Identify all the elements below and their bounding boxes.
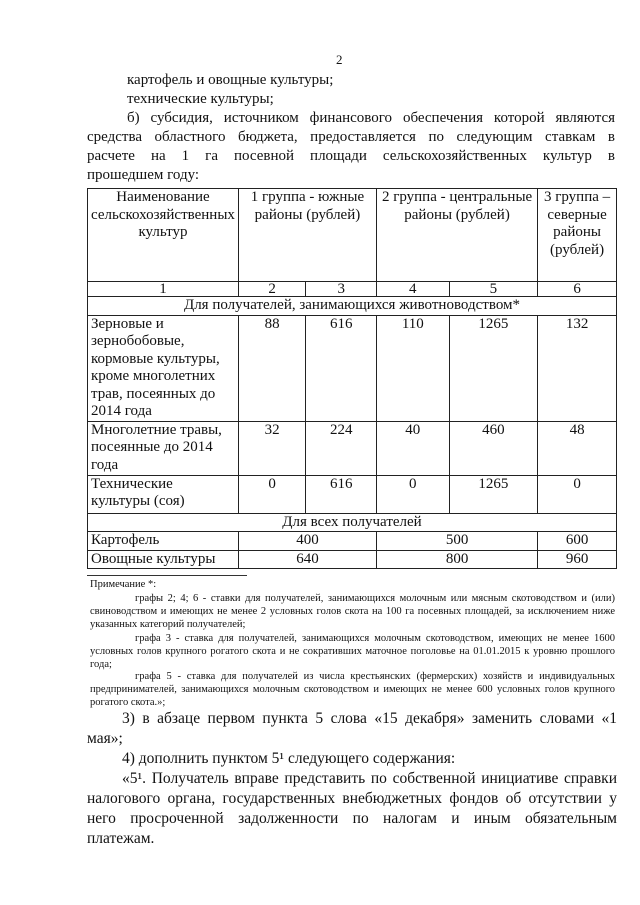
note-item: графа 3 - ставка для получателей, занимающихся молочным скотоводством, имеющих не менее 1600 условных голов крупного рогатого скота и не сокративших маточное поголовье на 01.01.2015 к уровню прошлого года; [90,633,615,670]
col-number: 3 [306,282,377,297]
col-number: 6 [538,282,617,297]
section-all: Для всех получателей [88,513,617,532]
text-line: 4) дополнить пунктом 5¹ следующего содержания: [122,750,456,767]
rate-cell: 1265 [449,475,538,513]
rate-cell: 0 [377,475,450,513]
text-line: мая»; [87,730,123,747]
rate-cell: 800 [377,550,538,569]
rate-cell: 960 [538,550,617,569]
table-row [88,315,617,421]
header-group-2: 2 группа - центральные районы (рублей) [377,189,538,282]
crop-name: Технические культуры (соя) [88,475,239,513]
rate-cell: 110 [377,315,450,421]
crop-name: Овощные культуры [88,550,239,569]
rate-cell: 132 [538,315,617,421]
rate-cell: 616 [306,475,377,513]
col-number: 2 [238,282,306,297]
rate-cell: 1265 [449,315,538,421]
table-row [88,475,617,513]
text-line: технические культуры; [127,91,274,107]
rate-cell: 224 [306,421,377,475]
text-line: б) субсидия, источником финансового обеспечения которой являются [127,110,615,126]
page-number: 2 [336,52,343,67]
text-line: средства областного бюджета, предоставляется по следующим ставкам в [87,129,615,145]
col-number: 1 [88,282,239,297]
text-line: платежам. [87,830,155,847]
text-line: картофель и овощные культуры; [127,72,334,88]
col-number: 4 [377,282,450,297]
header-crop-name: Наименование сельскохозяйственных культур [88,189,239,282]
header-group-1: 1 группа - южные районы (рублей) [238,189,376,282]
rate-cell: 88 [238,315,306,421]
subsidy-rates-table [87,188,617,569]
crop-name: Многолетние травы, посеянные до 2014 года [88,421,239,475]
text-line: налогового органа, государственных внебюджетных фондов об отсутствии у [87,790,617,807]
text-line: прошедшем году: [87,167,200,183]
rate-cell: 600 [538,532,617,551]
rate-cell: 40 [377,421,450,475]
rate-cell: 640 [238,550,376,569]
crop-name: Картофель [88,532,239,551]
col-number: 5 [449,282,538,297]
rate-cell: 460 [449,421,538,475]
footnote-divider [87,575,247,576]
table-row [88,532,617,551]
header-group-3: 3 группа – северные районы (рублей) [538,189,617,282]
rate-cell: 0 [538,475,617,513]
rate-cell: 500 [377,532,538,551]
text-line: «5¹. Получатель вправе представить по собственной инициативе справки [122,770,617,787]
note-item: графы 2; 4; 6 - ставки для получателей, занимающихся молочным или мясным скотоводством и (или) свиноводством и имеющих не менее 2 условных голов скота на 100 га посевных площадей, за исключением ниже указанных категорий получателей; [90,593,615,630]
table-row [88,421,617,475]
crop-name: Зерновые и зернобобовые, кормовые культуры, кроме многолетних трав, посеянных до 2014 года [88,315,239,421]
text-line: него просроченной задолженности по налогам и иным обязательным [87,810,617,827]
note-title: Примечание *: [90,579,157,590]
rate-cell: 32 [238,421,306,475]
table-row [88,550,617,569]
note-item: графа 5 - ставка для получателей из числа крестьянских (фермерских) хозяйств и индивидуальных предпринимателей, занимающихся молочным скотоводством и имеющих не менее 600 условных голов крупного рогатого скота.»; [90,671,615,708]
text-line: расчете на 1 га посевной площади сельскохозяйственных культур в [87,148,615,164]
rate-cell: 48 [538,421,617,475]
section-livestock: Для получателей, занимающихся животноводством* [88,297,617,316]
rate-cell: 0 [238,475,306,513]
text-line: 3) в абзаце первом пункта 5 слова «15 декабря» заменить словами «1 [122,710,617,727]
rate-cell: 400 [238,532,376,551]
rate-cell: 616 [306,315,377,421]
